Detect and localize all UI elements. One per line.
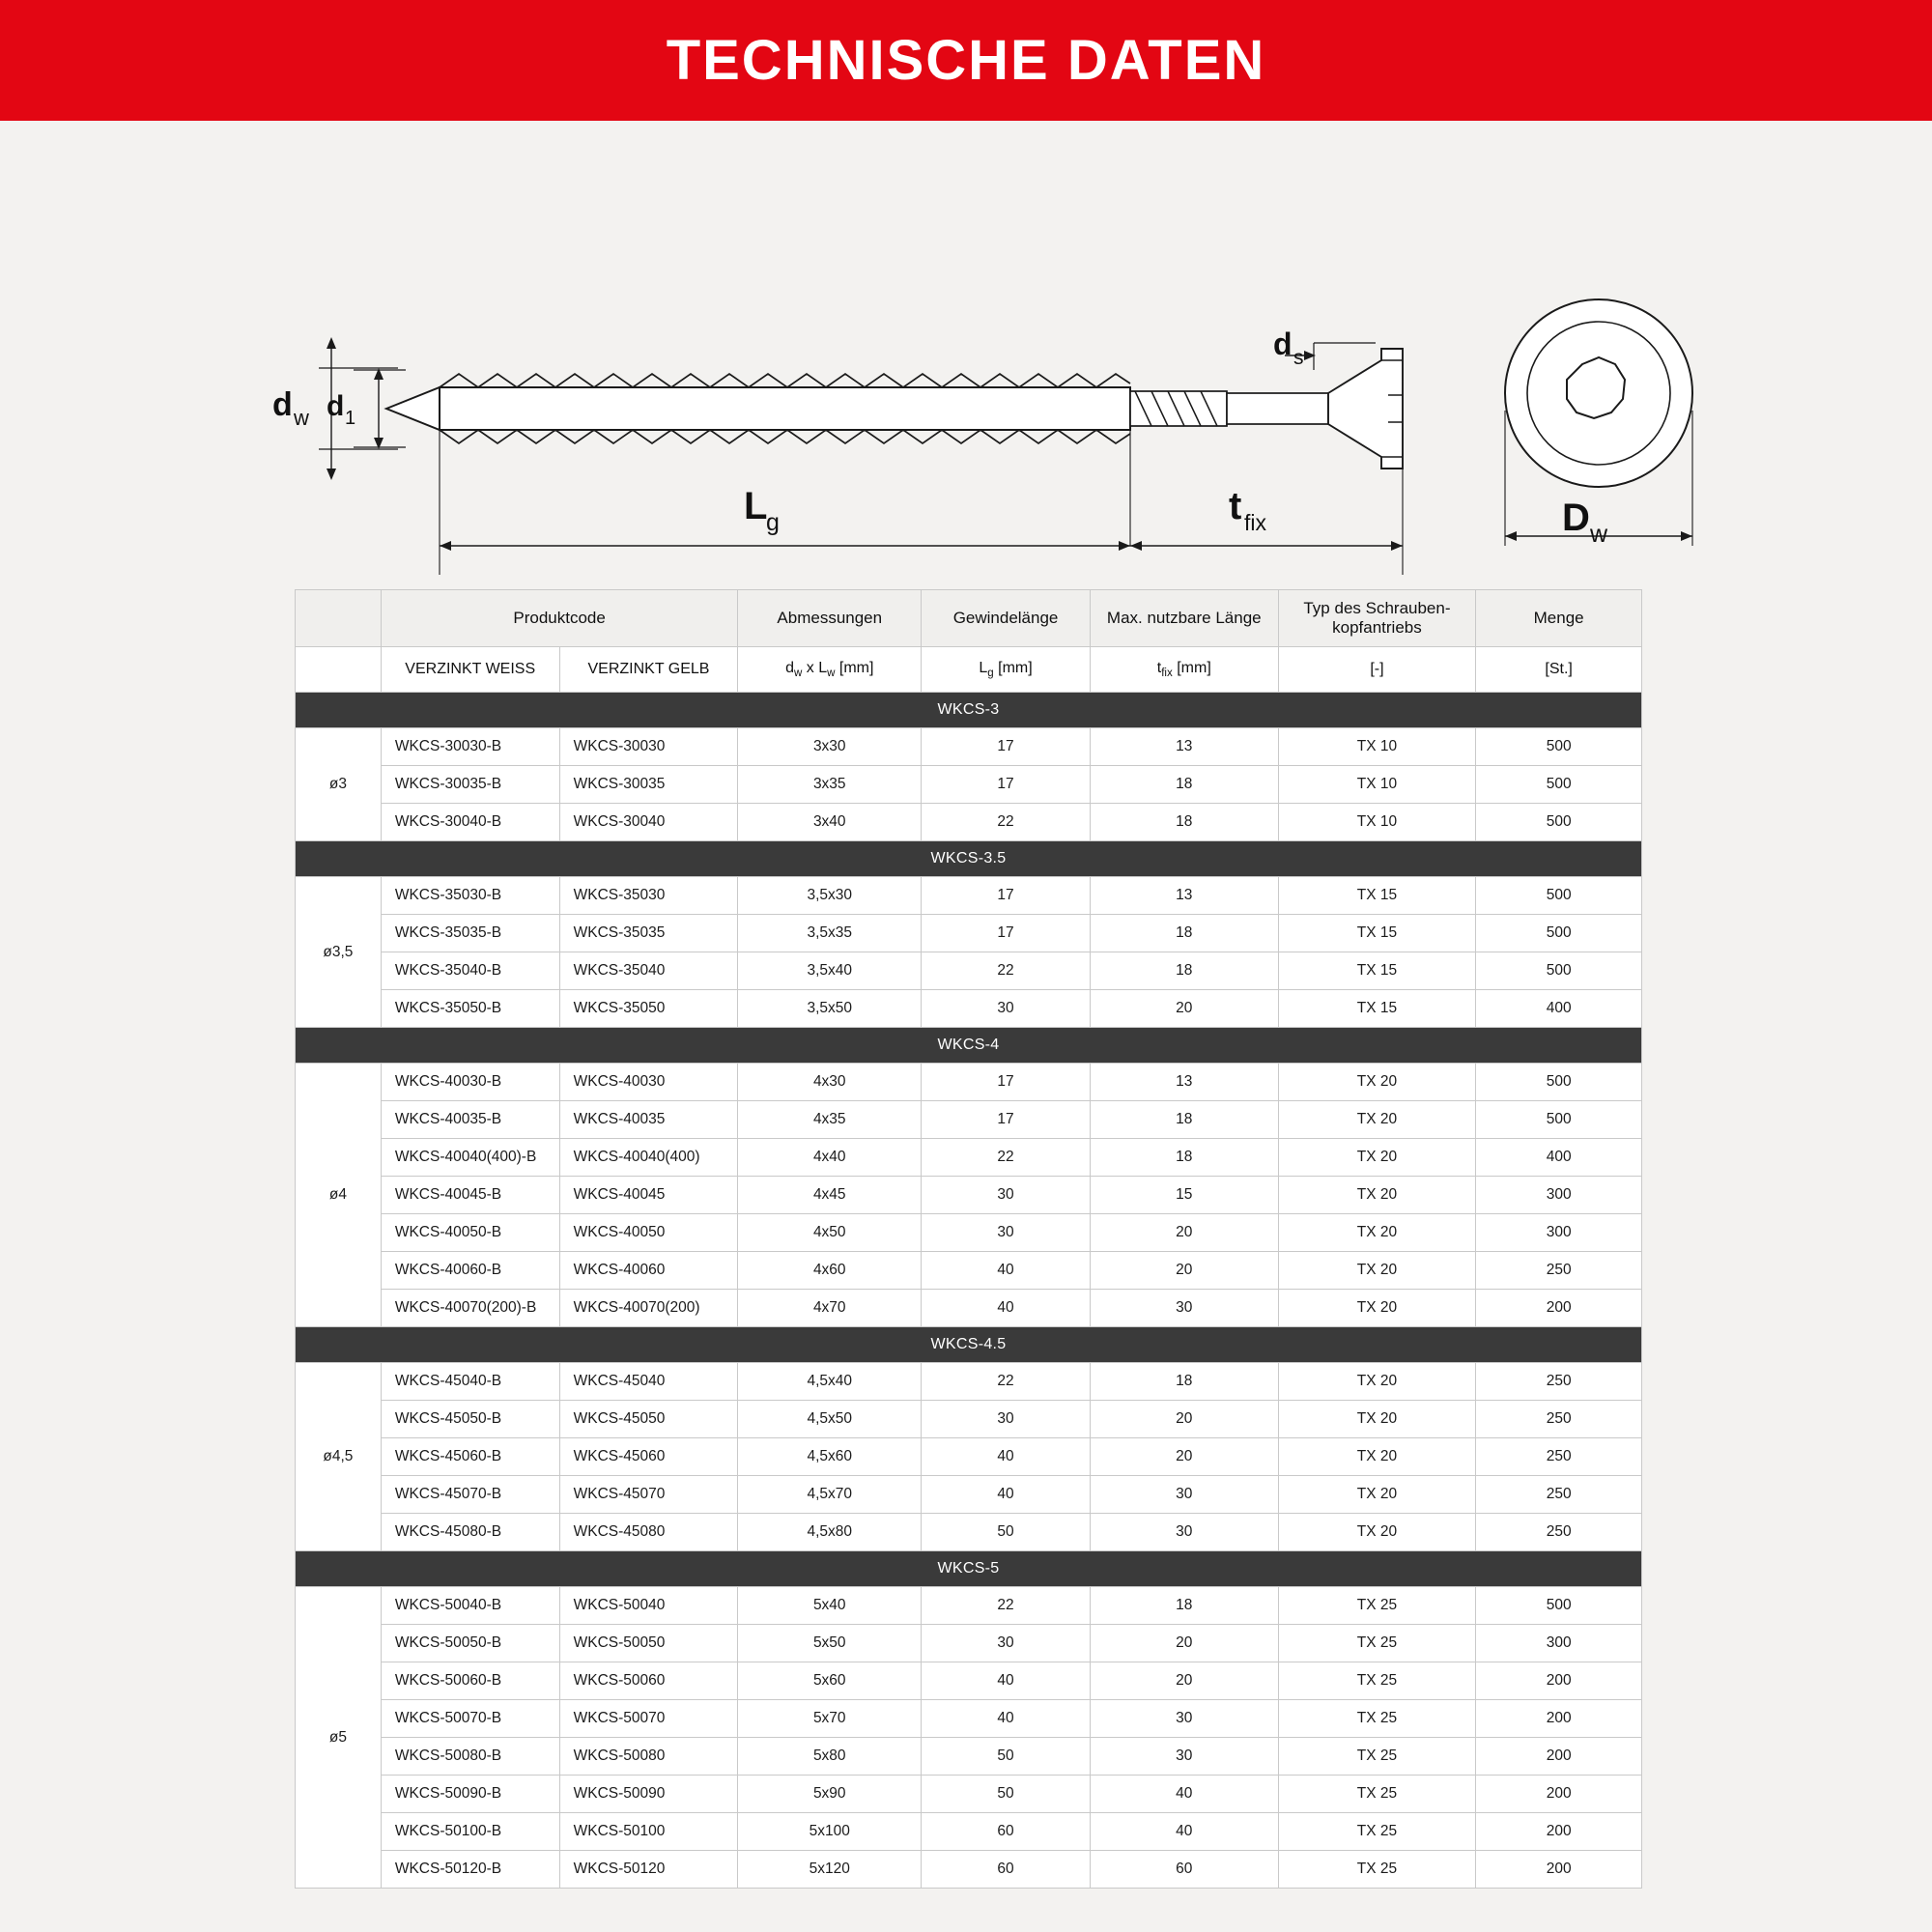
cell-verzinkt-gelb: WKCS-40045: [559, 1177, 738, 1214]
cell-verzinkt-gelb: WKCS-35030: [559, 877, 738, 915]
cell-gewindelaenge: 30: [922, 1625, 1091, 1662]
label-lg-sub: g: [766, 509, 780, 536]
cell-menge: 250: [1476, 1438, 1642, 1476]
cell-gewindelaenge: 50: [922, 1514, 1091, 1551]
header-max-unit: [1090, 647, 1278, 693]
abm-d: d: [785, 659, 794, 676]
cell-antriebstyp: TX 15: [1278, 877, 1476, 915]
gew-unit: [mm]: [993, 659, 1033, 676]
cell-gewindelaenge: 60: [922, 1813, 1091, 1851]
table-row: [296, 1401, 1642, 1438]
table-row: [296, 1813, 1642, 1851]
page-header-banner: [0, 0, 1932, 121]
cell-abmessungen: 5x50: [738, 1625, 922, 1662]
abm-x: x: [802, 659, 819, 676]
cell-max-nutzbare-laenge: 13: [1090, 1064, 1278, 1101]
label-Dw: D: [1562, 497, 1590, 539]
cell-abmessungen: 4,5x50: [738, 1401, 922, 1438]
cell-menge: 400: [1476, 990, 1642, 1028]
cell-verzinkt-weiss: WKCS-35030-B: [381, 877, 559, 915]
header-typ-line1: Typ des Schrauben-: [1303, 599, 1451, 617]
cell-max-nutzbare-laenge: 30: [1090, 1290, 1278, 1327]
table-row: [296, 1252, 1642, 1290]
cell-antriebstyp: TX 25: [1278, 1813, 1476, 1851]
group-label: WKCS-4: [296, 1028, 1642, 1064]
table-row: [296, 1662, 1642, 1700]
cell-verzinkt-weiss: WKCS-40050-B: [381, 1214, 559, 1252]
cell-verzinkt-weiss: WKCS-30040-B: [381, 804, 559, 841]
table-row: [296, 1625, 1642, 1662]
table-row: [296, 1363, 1642, 1401]
cell-gewindelaenge: 22: [922, 1363, 1091, 1401]
cell-max-nutzbare-laenge: 13: [1090, 877, 1278, 915]
cell-verzinkt-gelb: WKCS-35035: [559, 915, 738, 952]
max-unit: [mm]: [1172, 659, 1211, 676]
cell-gewindelaenge: 40: [922, 1476, 1091, 1514]
cell-menge: 250: [1476, 1401, 1642, 1438]
cell-abmessungen: 4,5x60: [738, 1438, 922, 1476]
cell-max-nutzbare-laenge: 20: [1090, 990, 1278, 1028]
cell-max-nutzbare-laenge: 60: [1090, 1851, 1278, 1889]
cell-antriebstyp: TX 20: [1278, 1064, 1476, 1101]
cell-menge: 200: [1476, 1851, 1642, 1889]
table-row: [296, 952, 1642, 990]
table-head: [296, 590, 1642, 693]
cell-max-nutzbare-laenge: 18: [1090, 952, 1278, 990]
header-sub-empty-corner: [296, 647, 382, 693]
cell-verzinkt-gelb: WKCS-45040: [559, 1363, 738, 1401]
cell-antriebstyp: TX 15: [1278, 915, 1476, 952]
cell-max-nutzbare-laenge: 18: [1090, 1101, 1278, 1139]
cell-gewindelaenge: 17: [922, 1064, 1091, 1101]
cell-max-nutzbare-laenge: 15: [1090, 1177, 1278, 1214]
cell-menge: 400: [1476, 1139, 1642, 1177]
label-lg: L: [744, 485, 768, 527]
cell-gewindelaenge: 17: [922, 1101, 1091, 1139]
cell-verzinkt-weiss: WKCS-45080-B: [381, 1514, 559, 1551]
cell-verzinkt-weiss: WKCS-45060-B: [381, 1438, 559, 1476]
cell-abmessungen: 3x40: [738, 804, 922, 841]
cell-menge: 200: [1476, 1813, 1642, 1851]
cell-abmessungen: 3,5x40: [738, 952, 922, 990]
header-menge-unit: [St.]: [1476, 647, 1642, 693]
group-row: [296, 841, 1642, 877]
cell-abmessungen: 3x30: [738, 728, 922, 766]
cell-verzinkt-weiss: WKCS-50080-B: [381, 1738, 559, 1776]
cell-max-nutzbare-laenge: 18: [1090, 1139, 1278, 1177]
cell-antriebstyp: TX 20: [1278, 1438, 1476, 1476]
table-row: [296, 1438, 1642, 1476]
header-max-nutzbare-laenge: Max. nutzbare Länge: [1090, 590, 1278, 647]
cell-verzinkt-gelb: WKCS-45050: [559, 1401, 738, 1438]
cell-verzinkt-weiss: WKCS-40035-B: [381, 1101, 559, 1139]
cell-antriebstyp: TX 15: [1278, 952, 1476, 990]
cell-verzinkt-gelb: WKCS-30035: [559, 766, 738, 804]
cell-menge: 200: [1476, 1776, 1642, 1813]
header-menge: Menge: [1476, 590, 1642, 647]
cell-abmessungen: 4,5x80: [738, 1514, 922, 1551]
table-row: [296, 1214, 1642, 1252]
cell-antriebstyp: TX 10: [1278, 766, 1476, 804]
cell-antriebstyp: TX 20: [1278, 1514, 1476, 1551]
cell-gewindelaenge: 22: [922, 804, 1091, 841]
cell-max-nutzbare-laenge: 30: [1090, 1700, 1278, 1738]
header-gewinde-unit: [922, 647, 1091, 693]
cell-gewindelaenge: 50: [922, 1738, 1091, 1776]
table-row: [296, 728, 1642, 766]
cell-verzinkt-gelb: WKCS-40070(200): [559, 1290, 738, 1327]
diameter-cell: ø4,5: [296, 1363, 382, 1551]
cell-antriebstyp: TX 20: [1278, 1252, 1476, 1290]
label-d1-sub: 1: [345, 408, 356, 429]
cell-verzinkt-weiss: WKCS-35035-B: [381, 915, 559, 952]
cell-gewindelaenge: 60: [922, 1851, 1091, 1889]
cell-verzinkt-gelb: WKCS-50080: [559, 1738, 738, 1776]
cell-verzinkt-gelb: WKCS-40035: [559, 1101, 738, 1139]
label-dw: d: [272, 386, 293, 423]
cell-max-nutzbare-laenge: 30: [1090, 1514, 1278, 1551]
table-row: [296, 1851, 1642, 1889]
cell-menge: 500: [1476, 728, 1642, 766]
label-ds-sub: s: [1293, 347, 1304, 369]
cell-abmessungen: 4x60: [738, 1252, 922, 1290]
cell-menge: 200: [1476, 1662, 1642, 1700]
cell-antriebstyp: TX 20: [1278, 1476, 1476, 1514]
table-row: [296, 1514, 1642, 1551]
group-row: [296, 1551, 1642, 1587]
table-row: [296, 877, 1642, 915]
cell-verzinkt-weiss: WKCS-40030-B: [381, 1064, 559, 1101]
cell-verzinkt-weiss: WKCS-35040-B: [381, 952, 559, 990]
cell-antriebstyp: TX 25: [1278, 1700, 1476, 1738]
header-produktcode: Produktcode: [381, 590, 738, 647]
cell-antriebstyp: TX 20: [1278, 1101, 1476, 1139]
cell-antriebstyp: TX 25: [1278, 1587, 1476, 1625]
cell-verzinkt-weiss: WKCS-45070-B: [381, 1476, 559, 1514]
table-row: [296, 1064, 1642, 1101]
header-abmessungen: Abmessungen: [738, 590, 922, 647]
cell-max-nutzbare-laenge: 20: [1090, 1401, 1278, 1438]
cell-verzinkt-weiss: WKCS-50050-B: [381, 1625, 559, 1662]
cell-menge: 500: [1476, 1101, 1642, 1139]
cell-menge: 250: [1476, 1514, 1642, 1551]
cell-verzinkt-gelb: WKCS-35040: [559, 952, 738, 990]
cell-max-nutzbare-laenge: 18: [1090, 804, 1278, 841]
cell-max-nutzbare-laenge: 30: [1090, 1738, 1278, 1776]
header-gewindelaenge: Gewindelänge: [922, 590, 1091, 647]
cell-abmessungen: 4x70: [738, 1290, 922, 1327]
header-typ-unit: [-]: [1278, 647, 1476, 693]
diameter-cell: ø4: [296, 1064, 382, 1327]
cell-menge: 500: [1476, 952, 1642, 990]
cell-antriebstyp: TX 10: [1278, 728, 1476, 766]
header-row-sub: [296, 647, 1642, 693]
cell-abmessungen: 5x40: [738, 1587, 922, 1625]
cell-abmessungen: 4x35: [738, 1101, 922, 1139]
cell-max-nutzbare-laenge: 20: [1090, 1662, 1278, 1700]
cell-antriebstyp: TX 20: [1278, 1177, 1476, 1214]
table-body: [296, 693, 1642, 1889]
cell-verzinkt-gelb: WKCS-50090: [559, 1776, 738, 1813]
abm-unit: [mm]: [835, 659, 874, 676]
table-row: [296, 1139, 1642, 1177]
cell-verzinkt-weiss: WKCS-50070-B: [381, 1700, 559, 1738]
cell-menge: 300: [1476, 1625, 1642, 1662]
cell-verzinkt-weiss: WKCS-40060-B: [381, 1252, 559, 1290]
cell-abmessungen: 3,5x35: [738, 915, 922, 952]
cell-verzinkt-weiss: WKCS-35050-B: [381, 990, 559, 1028]
cell-menge: 300: [1476, 1214, 1642, 1252]
header-typ-line2: kopfantriebs: [1332, 618, 1422, 637]
table-row: [296, 915, 1642, 952]
cell-gewindelaenge: 40: [922, 1252, 1091, 1290]
label-ds: d: [1273, 327, 1293, 361]
page-title: TECHNISCHE DATEN: [666, 29, 1266, 92]
table-row: [296, 1587, 1642, 1625]
cell-verzinkt-gelb: WKCS-40060: [559, 1252, 738, 1290]
specification-table-wrap: [295, 589, 1642, 1889]
cell-verzinkt-gelb: WKCS-50120: [559, 1851, 738, 1889]
cell-menge: 500: [1476, 804, 1642, 841]
cell-abmessungen: 4,5x70: [738, 1476, 922, 1514]
max-sub: fix: [1161, 668, 1173, 680]
label-dw-sub: w: [294, 406, 309, 430]
cell-verzinkt-weiss: WKCS-50090-B: [381, 1776, 559, 1813]
cell-abmessungen: 5x120: [738, 1851, 922, 1889]
cell-verzinkt-gelb: WKCS-45070: [559, 1476, 738, 1514]
group-row: [296, 1327, 1642, 1363]
group-label: WKCS-5: [296, 1551, 1642, 1587]
cell-gewindelaenge: 17: [922, 728, 1091, 766]
cell-abmessungen: 5x100: [738, 1813, 922, 1851]
cell-max-nutzbare-laenge: 18: [1090, 915, 1278, 952]
cell-gewindelaenge: 40: [922, 1438, 1091, 1476]
cell-menge: 300: [1476, 1177, 1642, 1214]
cell-menge: 250: [1476, 1252, 1642, 1290]
table-row: [296, 1476, 1642, 1514]
cell-verzinkt-gelb: WKCS-50050: [559, 1625, 738, 1662]
cell-abmessungen: 4x45: [738, 1177, 922, 1214]
diameter-cell: ø3: [296, 728, 382, 841]
cell-gewindelaenge: 40: [922, 1700, 1091, 1738]
cell-antriebstyp: TX 15: [1278, 990, 1476, 1028]
abm-l: L: [818, 659, 828, 676]
abm-l-sub: w: [827, 668, 836, 680]
abm-d-sub: w: [793, 668, 803, 680]
gew-sub: g: [987, 668, 994, 680]
header-typ-schraubenkopfantrieb: [1278, 590, 1476, 647]
label-d1: d: [327, 390, 345, 422]
cell-abmessungen: 5x80: [738, 1738, 922, 1776]
table-row: [296, 804, 1642, 841]
cell-antriebstyp: TX 20: [1278, 1401, 1476, 1438]
table-row: [296, 766, 1642, 804]
cell-verzinkt-weiss: WKCS-30030-B: [381, 728, 559, 766]
cell-gewindelaenge: 30: [922, 990, 1091, 1028]
specification-table: [295, 589, 1642, 1889]
cell-verzinkt-weiss: WKCS-40040(400)-B: [381, 1139, 559, 1177]
cell-abmessungen: 4x50: [738, 1214, 922, 1252]
cell-gewindelaenge: 17: [922, 915, 1091, 952]
cell-abmessungen: 3x35: [738, 766, 922, 804]
cell-verzinkt-gelb: WKCS-40030: [559, 1064, 738, 1101]
screw-technical-drawing: [0, 121, 1932, 575]
cell-gewindelaenge: 40: [922, 1290, 1091, 1327]
cell-gewindelaenge: 30: [922, 1401, 1091, 1438]
cell-gewindelaenge: 22: [922, 1139, 1091, 1177]
cell-abmessungen: 4,5x40: [738, 1363, 922, 1401]
cell-max-nutzbare-laenge: 40: [1090, 1776, 1278, 1813]
cell-gewindelaenge: 30: [922, 1177, 1091, 1214]
cell-verzinkt-weiss: WKCS-40045-B: [381, 1177, 559, 1214]
cell-antriebstyp: TX 20: [1278, 1363, 1476, 1401]
cell-verzinkt-gelb: WKCS-45080: [559, 1514, 738, 1551]
table-row: [296, 1177, 1642, 1214]
cell-menge: 250: [1476, 1476, 1642, 1514]
cell-abmessungen: 5x60: [738, 1662, 922, 1700]
group-label: WKCS-4.5: [296, 1327, 1642, 1363]
cell-max-nutzbare-laenge: 40: [1090, 1813, 1278, 1851]
cell-verzinkt-gelb: WKCS-30040: [559, 804, 738, 841]
cell-abmessungen: 3,5x30: [738, 877, 922, 915]
label-tfix-sub: fix: [1244, 510, 1266, 535]
cell-max-nutzbare-laenge: 20: [1090, 1438, 1278, 1476]
label-Dw-sub: w: [1590, 521, 1608, 548]
table-row: [296, 1738, 1642, 1776]
cell-verzinkt-gelb: WKCS-35050: [559, 990, 738, 1028]
cell-menge: 500: [1476, 1587, 1642, 1625]
cell-menge: 500: [1476, 1064, 1642, 1101]
header-verzinkt-weiss: VERZINKT WEISS: [381, 647, 559, 693]
cell-antriebstyp: TX 20: [1278, 1139, 1476, 1177]
header-row-main: [296, 590, 1642, 647]
cell-max-nutzbare-laenge: 30: [1090, 1476, 1278, 1514]
group-label: WKCS-3.5: [296, 841, 1642, 877]
group-row: [296, 693, 1642, 728]
cell-antriebstyp: TX 20: [1278, 1214, 1476, 1252]
cell-max-nutzbare-laenge: 20: [1090, 1625, 1278, 1662]
cell-verzinkt-gelb: WKCS-40050: [559, 1214, 738, 1252]
cell-antriebstyp: TX 10: [1278, 804, 1476, 841]
table-row: [296, 1776, 1642, 1813]
diameter-cell: ø3,5: [296, 877, 382, 1028]
cell-verzinkt-gelb: WKCS-50040: [559, 1587, 738, 1625]
max-t: t: [1156, 659, 1162, 676]
cell-menge: 500: [1476, 877, 1642, 915]
cell-max-nutzbare-laenge: 13: [1090, 728, 1278, 766]
cell-verzinkt-gelb: WKCS-30030: [559, 728, 738, 766]
cell-antriebstyp: TX 20: [1278, 1290, 1476, 1327]
cell-verzinkt-weiss: WKCS-40070(200)-B: [381, 1290, 559, 1327]
header-empty-corner: [296, 590, 382, 647]
header-verzinkt-gelb: VERZINKT GELB: [559, 647, 738, 693]
cell-menge: 250: [1476, 1363, 1642, 1401]
cell-abmessungen: 4x40: [738, 1139, 922, 1177]
cell-menge: 500: [1476, 766, 1642, 804]
cell-abmessungen: 3,5x50: [738, 990, 922, 1028]
cell-verzinkt-weiss: WKCS-50060-B: [381, 1662, 559, 1700]
cell-max-nutzbare-laenge: 18: [1090, 1363, 1278, 1401]
cell-antriebstyp: TX 25: [1278, 1851, 1476, 1889]
table-row: [296, 1700, 1642, 1738]
table-row: [296, 1101, 1642, 1139]
cell-abmessungen: 5x70: [738, 1700, 922, 1738]
cell-max-nutzbare-laenge: 20: [1090, 1214, 1278, 1252]
cell-verzinkt-weiss: WKCS-50040-B: [381, 1587, 559, 1625]
cell-max-nutzbare-laenge: 18: [1090, 766, 1278, 804]
header-abmessungen-unit: [738, 647, 922, 693]
cell-menge: 200: [1476, 1700, 1642, 1738]
cell-menge: 200: [1476, 1290, 1642, 1327]
cell-abmessungen: 5x90: [738, 1776, 922, 1813]
cell-gewindelaenge: 50: [922, 1776, 1091, 1813]
cell-gewindelaenge: 40: [922, 1662, 1091, 1700]
diameter-cell: ø5: [296, 1587, 382, 1889]
cell-menge: 500: [1476, 915, 1642, 952]
cell-verzinkt-weiss: WKCS-50120-B: [381, 1851, 559, 1889]
cell-verzinkt-gelb: WKCS-40040(400): [559, 1139, 738, 1177]
cell-verzinkt-weiss: WKCS-45050-B: [381, 1401, 559, 1438]
label-tfix: t: [1229, 485, 1242, 527]
cell-menge: 200: [1476, 1738, 1642, 1776]
cell-gewindelaenge: 22: [922, 952, 1091, 990]
cell-max-nutzbare-laenge: 20: [1090, 1252, 1278, 1290]
table-row: [296, 1290, 1642, 1327]
cell-verzinkt-gelb: WKCS-50070: [559, 1700, 738, 1738]
cell-verzinkt-gelb: WKCS-50100: [559, 1813, 738, 1851]
cell-verzinkt-weiss: WKCS-45040-B: [381, 1363, 559, 1401]
cell-verzinkt-gelb: WKCS-50060: [559, 1662, 738, 1700]
cell-gewindelaenge: 17: [922, 877, 1091, 915]
cell-gewindelaenge: 30: [922, 1214, 1091, 1252]
group-label: WKCS-3: [296, 693, 1642, 728]
cell-max-nutzbare-laenge: 18: [1090, 1587, 1278, 1625]
cell-verzinkt-weiss: WKCS-30035-B: [381, 766, 559, 804]
cell-antriebstyp: TX 25: [1278, 1625, 1476, 1662]
cell-gewindelaenge: 22: [922, 1587, 1091, 1625]
gew-l: L: [979, 659, 988, 676]
table-row: [296, 990, 1642, 1028]
cell-antriebstyp: TX 25: [1278, 1662, 1476, 1700]
cell-verzinkt-weiss: WKCS-50100-B: [381, 1813, 559, 1851]
cell-antriebstyp: TX 25: [1278, 1776, 1476, 1813]
group-row: [296, 1028, 1642, 1064]
cell-antriebstyp: TX 25: [1278, 1738, 1476, 1776]
cell-verzinkt-gelb: WKCS-45060: [559, 1438, 738, 1476]
cell-gewindelaenge: 17: [922, 766, 1091, 804]
cell-abmessungen: 4x30: [738, 1064, 922, 1101]
